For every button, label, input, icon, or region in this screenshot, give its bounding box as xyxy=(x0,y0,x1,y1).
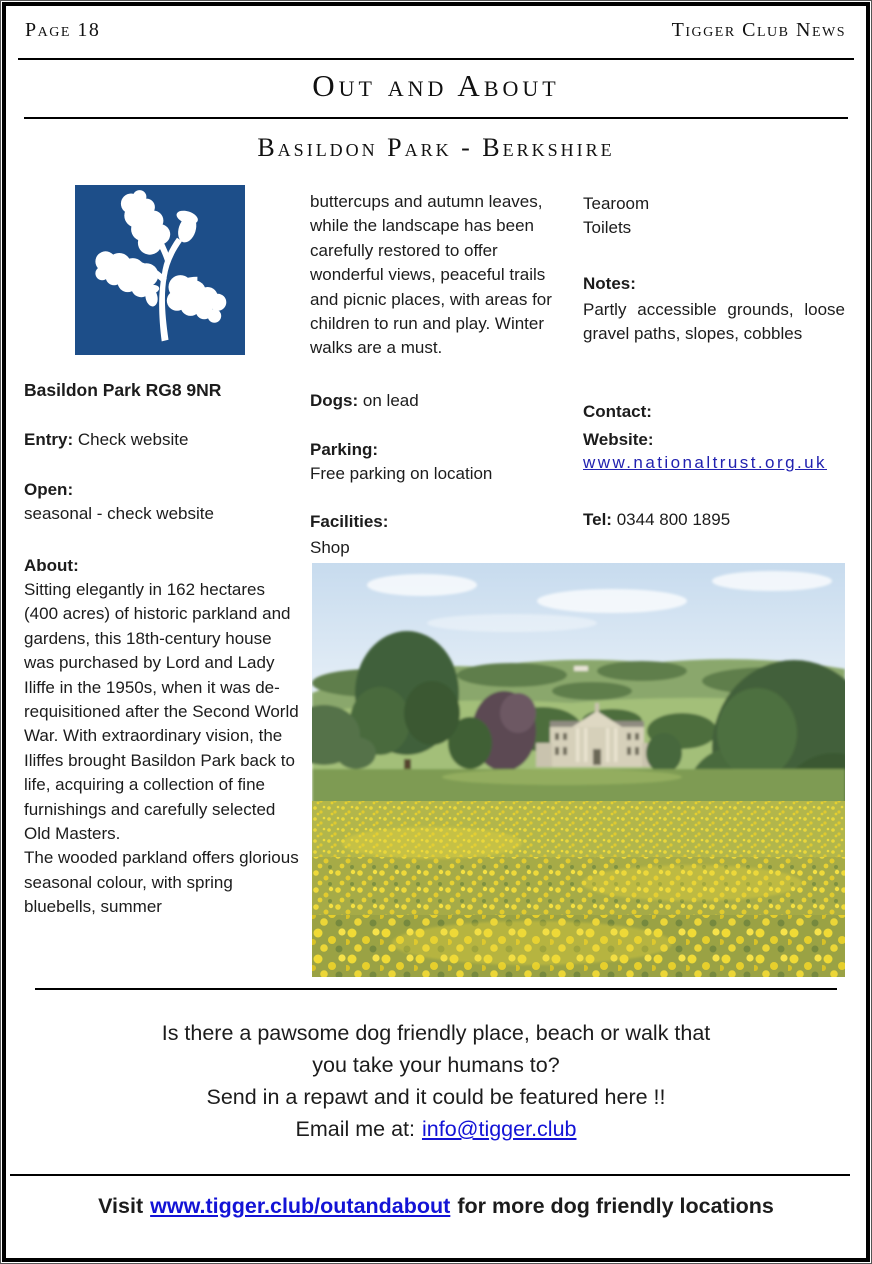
open-label: Open: xyxy=(24,480,74,499)
dogs-line xyxy=(310,389,419,413)
national-trust-website-link[interactable]: www.nationaltrust.org.uk xyxy=(583,453,827,472)
bottom-rule xyxy=(10,1174,850,1176)
about-label: About: xyxy=(24,556,79,575)
dogs-value: on lead xyxy=(362,391,419,410)
entry-line xyxy=(24,428,188,452)
facilities-item-toilets: Toilets xyxy=(583,218,632,237)
about-paragraph-1: Sitting elegantly in 162 hectares (400 acres) of historic parkland and gardens, this 18th-century house was purchased by Lord and Lady Iliffe in the 1950s, when it was de-requisitioned after the Second World War. With extraordinary vision, the Iliffes brought Basildon Park back to life, acquiring a collection of fine furnishings and carefully selected Old Masters. xyxy=(24,580,299,844)
open-value: seasonal - check website xyxy=(24,504,214,523)
basildon-park-photo xyxy=(312,563,845,977)
website-label: Website: xyxy=(583,430,654,449)
park-address: Basildon Park RG8 9NR xyxy=(24,380,222,400)
tree-right-of-house xyxy=(646,733,682,773)
page-number: Page 18 xyxy=(25,19,101,41)
notes-text: Partly accessible grounds, loose gravel paths, slopes, cobbles xyxy=(583,300,845,344)
footer-invite-line: Send in a repawt and it could be featured here !! xyxy=(206,1085,666,1109)
footer-email-line xyxy=(0,1114,872,1144)
visit-suffix: for more dog friendly locations xyxy=(457,1194,774,1218)
email-prefix: Email me at: xyxy=(295,1117,415,1141)
section-title: Out and About xyxy=(312,68,560,103)
contact-label: Contact: xyxy=(583,402,652,421)
facilities-label: Facilities: xyxy=(310,512,389,531)
tel-label: Tel: xyxy=(583,510,612,529)
national-trust-logo xyxy=(75,185,245,355)
article-title: Basildon Park - Berkshire xyxy=(257,133,615,162)
parking-value: Free parking on location xyxy=(310,464,493,483)
visit-prefix: Visit xyxy=(98,1194,144,1218)
lawn xyxy=(442,769,682,785)
bottom-visit-line xyxy=(0,1194,872,1219)
buttercup-meadow-photo-illustration xyxy=(312,563,845,977)
intro-continuation-text: buttercups and autumn leaves, while the landscape has been carefully restored to offer wonderful views, peaceful trails and picnic places, with areas for children to run and play. Winter walks are a must. xyxy=(310,192,552,358)
copper-beech-highlight xyxy=(500,693,536,733)
about-paragraph-2: The wooded parkland offers glorious seasonal colour, with spring bluebells, summer xyxy=(24,848,299,917)
facilities-value: Shop xyxy=(310,538,350,557)
dogs-label: Dogs: xyxy=(310,391,359,410)
section-rule xyxy=(24,117,848,119)
header-rule xyxy=(18,58,854,60)
footer-question-line-1: Is there a pawsome dog friendly place, beach or walk that xyxy=(161,1021,711,1045)
masthead-title: Tigger Club News xyxy=(671,19,846,41)
national-trust-oak-sprig-icon xyxy=(75,185,245,355)
email-link[interactable]: info@tigger.club xyxy=(421,1117,577,1141)
notes-label: Notes: xyxy=(583,274,636,293)
facilities-item-tearoom: Tearoom xyxy=(583,194,650,213)
entry-label: Entry: xyxy=(24,430,74,449)
footer-rule xyxy=(35,988,837,990)
footer-question-line-2: you take your humans to? xyxy=(312,1053,560,1077)
tel-value: 0344 800 1895 xyxy=(616,510,731,529)
tel-line xyxy=(583,508,730,532)
about-text xyxy=(24,578,302,920)
outandabout-link[interactable]: www.tigger.club/outandabout xyxy=(150,1194,451,1218)
parking-label: Parking: xyxy=(310,440,379,459)
entry-value: Check website xyxy=(77,430,189,449)
distant-building xyxy=(574,666,588,671)
